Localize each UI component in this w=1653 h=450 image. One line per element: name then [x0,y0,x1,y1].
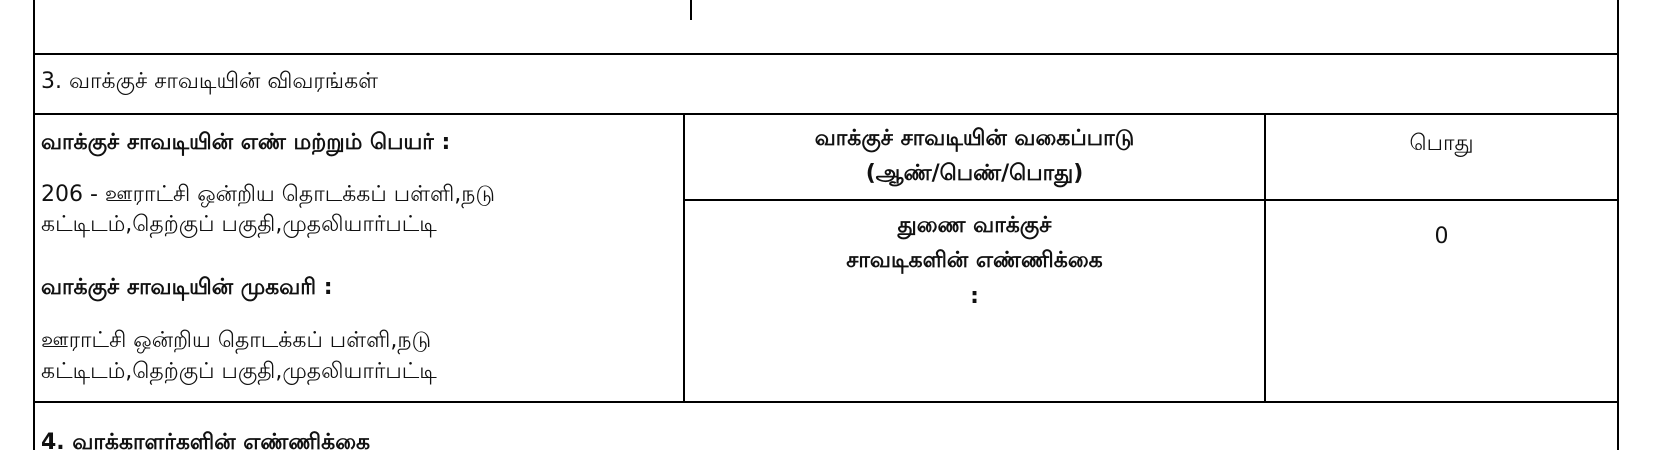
aux-station-count-label-line2: சாவடிகளின் எண்ணிக்கை [846,248,1103,273]
station-number-name-line1: 206 - ஊராட்சி ஒன்றிய தொடக்கப் பள்ளி,நடு [41,182,496,207]
station-number-name-label: வாக்குச் சாவடியின் எண் மற்றும் பெயர் : [41,130,451,155]
section3-bottom-border [33,401,1619,403]
category-row-bottom-border [683,199,1619,201]
aux-station-count-label-line1: துணை வாக்குச் [897,213,1052,238]
section4-heading: 4. வாக்காளர்களின் எண்ணிக்கை [41,430,371,450]
station-address-label: வாக்குச் சாவடியின் முகவரி : [41,275,333,300]
aux-station-count-value: 0 [1434,224,1449,249]
aux-station-count-label-line3: : [970,284,979,309]
table-left-border [33,0,35,450]
document-page [33,0,1619,450]
section3-top-border [33,53,1619,55]
table-right-border [1617,0,1619,450]
station-category-label-line1: வாக்குச் சாவடியின் வகைப்பாடு [814,126,1135,151]
station-address-line2: கட்டிடம்,தெற்குப் பகுதி,முதலியார்பட்டி [41,359,437,384]
station-address-line1: ஊராட்சி ஒன்றிய தொடக்கப் பள்ளி,நடு [41,328,432,353]
station-category-label-line2: (ஆண்/பெண்/பொது) [865,161,1084,186]
station-number-name-line2: கட்டிடம்,தெற்குப் பகுதி,முதலியார்பட்டி [41,212,437,237]
section3-heading-bottom-border [33,113,1619,115]
section3-heading: 3. வாக்குச் சாவடியின் விவரங்கள் [41,69,378,94]
station-category-value: பொது [1409,131,1474,156]
top-cell-divider [690,0,692,20]
